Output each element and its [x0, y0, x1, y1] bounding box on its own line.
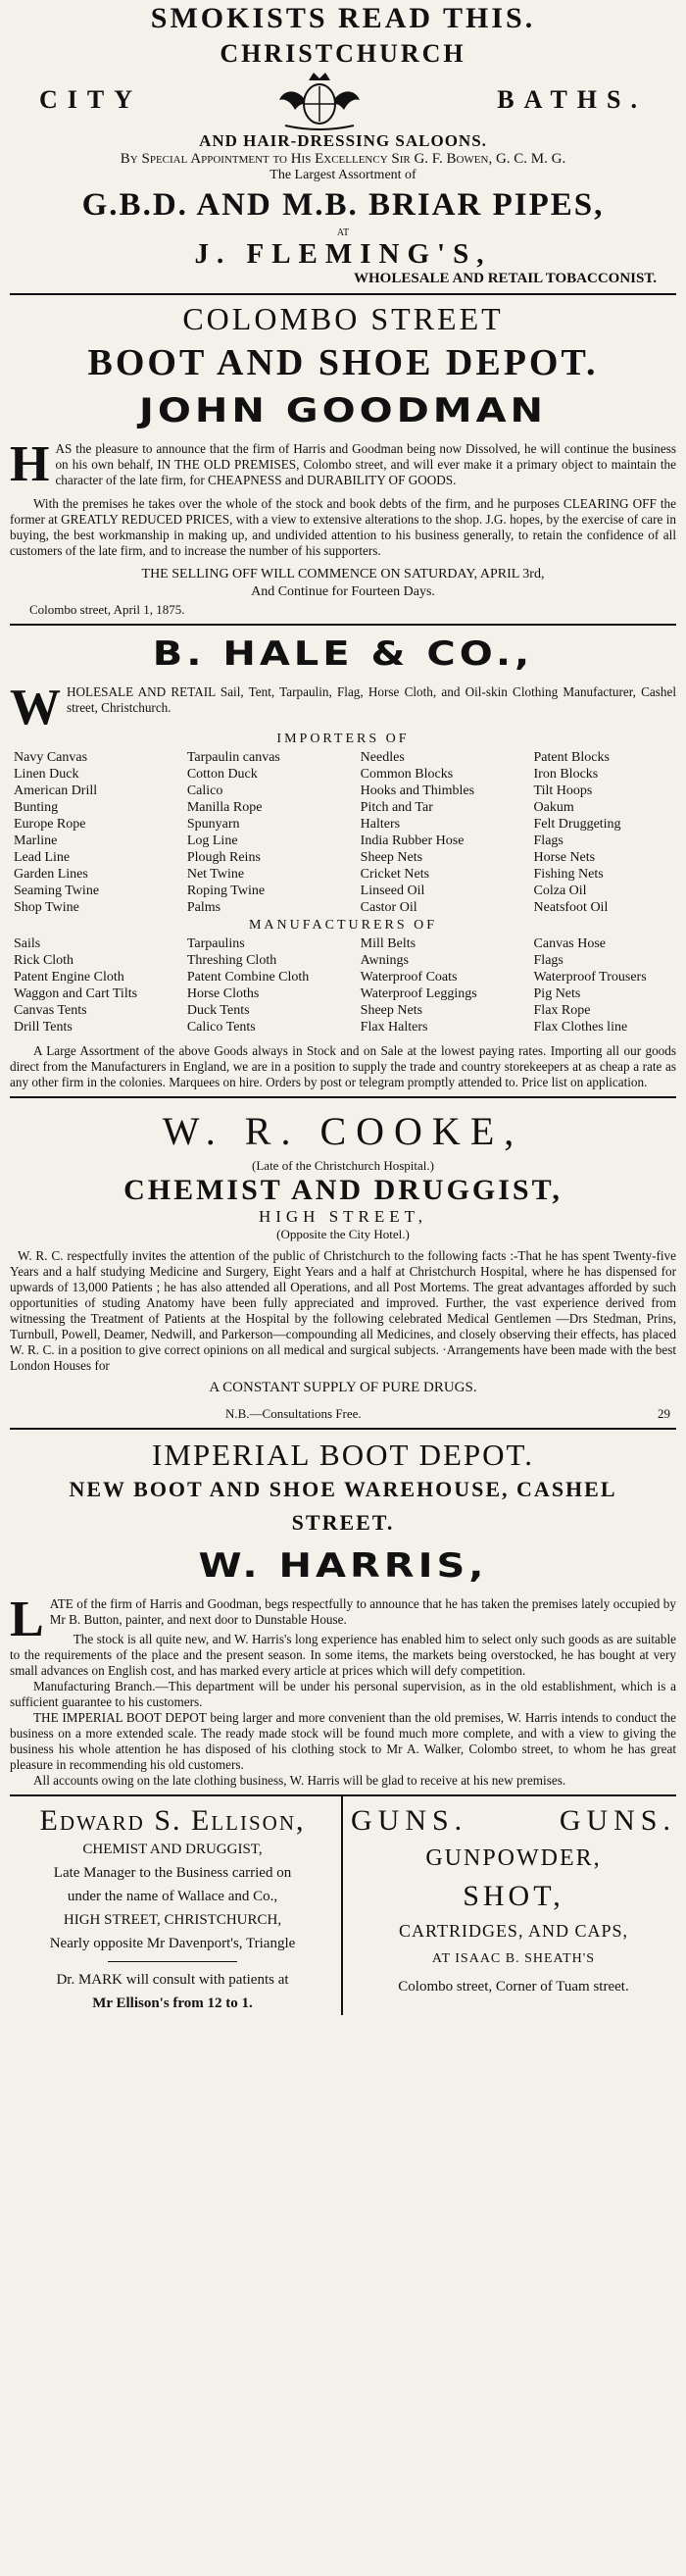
- cooke-advert: [0, 1108, 686, 1430]
- divider: [10, 1428, 676, 1430]
- divider: [10, 293, 676, 295]
- importers-col-1: [14, 749, 187, 916]
- list-item: Log Line: [186, 833, 238, 848]
- importers-label: IMPORTERS OF: [276, 732, 410, 746]
- divider: [10, 1096, 676, 1098]
- list-item: Flax Rope: [533, 1003, 591, 1018]
- ellison-nearly: Nearly opposite Mr Davenport's, Triangle: [49, 1936, 296, 1951]
- list-item: Roping Twine: [186, 884, 266, 898]
- list-item: Patent Blocks: [533, 750, 610, 765]
- continue-line: And Continue for Fourteen Days.: [251, 584, 435, 599]
- list-item: Net Twine: [186, 867, 245, 882]
- list-item: Threshing Cloth: [186, 953, 277, 968]
- gunpowder-heading: GUNPOWDER,: [425, 1845, 602, 1871]
- list-item: Canvas Hose: [533, 936, 607, 951]
- harris-para-5: All accounts owing on the late clothing business, W. Harris will be glad to receive at his new premises.: [33, 1773, 566, 1788]
- boot-shoe-depot-heading: BOOT AND SHOE DEPOT.: [87, 342, 599, 383]
- importers-col-3: [361, 749, 534, 916]
- list-item: Sheep Nets: [360, 1003, 423, 1018]
- cooke-number: 29: [658, 1406, 670, 1421]
- list-item: Patent Combine Cloth: [186, 970, 310, 985]
- hale-name: B. HALE & CO.,: [152, 634, 534, 674]
- hale-advert: [0, 631, 686, 1098]
- list-item: Colza Oil: [533, 884, 587, 898]
- list-item: Linen Duck: [14, 767, 79, 782]
- cooke-name: W. R. COOKE,: [162, 1109, 524, 1153]
- ellison-consult: Dr. MARK will consult with patients at: [56, 1972, 289, 1988]
- list-item: Fishing Nets: [533, 867, 604, 882]
- city-word: CITY: [39, 85, 143, 114]
- list-item: Horse Nets: [533, 850, 596, 865]
- list-item: Waggon and Cart Tilts: [14, 986, 138, 1001]
- dropcap-h: H: [10, 436, 50, 492]
- list-item: Tilt Hoops: [533, 783, 593, 798]
- city-baths-row: [10, 69, 676, 131]
- list-item: Hooks and Thimbles: [360, 783, 475, 798]
- list-item: Manilla Rope: [186, 800, 263, 815]
- cooke-nb: N.B.—Consultations Free.: [225, 1406, 362, 1421]
- ellison-title: CHEMIST AND DRUGGIST,: [82, 1842, 263, 1857]
- goodman-para-2: With the premises he takes over the whole of the stock and book debts of the firm, and he purposes CLEARING OFF the former at GREATLY REDUCED PRICES, with a view to extensive alterations to the shop. J.G. hopes, by the exercise of care in buying, the best workmanship in making up, and undivided attention to his business generally, to retain the confidence of all customers of the late firm, and to increase the number of his supporters.: [10, 496, 676, 558]
- at-label: AT: [336, 227, 350, 238]
- christchurch-heading: CHRISTCHURCH: [220, 39, 466, 68]
- manufacturers-col-4: [534, 935, 672, 1035]
- harris-para-4: THE IMPERIAL BOOT DEPOT being larger and more convenient than the old premises, W. Harris intends to conduct the business on a more extended scale. The ready made stock will be found much more complete, and with a view to giving the business his whole attention he has disposed of his clothing stock to Mr A. Walker, Colombo street, to whom he has great pleasure in recommending his old customers.: [10, 1710, 676, 1772]
- ellison-hours: Mr Ellison's from 12 to 1.: [92, 1995, 253, 2011]
- short-rule: [108, 1961, 238, 1962]
- harris-para-2: The stock is all quite new, and W. Harris's long experience has enabled him to select only such goods as are suitable to the requirements of the place and the present season. In some items, the markets being overstocked, he has bought at very small advances on English cost, and has marked every article at prices which will defy competition.: [10, 1632, 676, 1678]
- fleming-advert: [0, 2, 686, 295]
- imperial-depot-heading: IMPERIAL BOOT DEPOT.: [152, 1438, 534, 1472]
- list-item: Waterproof Trousers: [533, 970, 647, 985]
- list-item: Iron Blocks: [533, 767, 599, 782]
- cooke-street: HIGH STREET,: [258, 1207, 428, 1226]
- list-item: Oakum: [533, 800, 574, 815]
- ellison-advert: [10, 1796, 343, 2015]
- goodman-date: Colombo street, April 1, 1875.: [29, 602, 185, 617]
- ellison-under: under the name of Wallace and Co.,: [67, 1889, 278, 1904]
- list-item: Waterproof Coats: [360, 970, 458, 985]
- goodman-para-1: [10, 436, 676, 492]
- hale-intro: [10, 680, 676, 735]
- goodman-para-1-text: AS the pleasure to announce that the firm of Harris and Goodman being now Dissolved, he will continue the business on his own behalf, IN THE OLD PREMISES, Colombo street, and will ever make it a primary object to maintain the character of the late firm, for CHEAPNESS and DURABILITY OF GOODS.: [55, 441, 676, 487]
- harris-para-1: [10, 1591, 676, 1647]
- list-item: Patent Engine Cloth: [14, 970, 124, 985]
- list-item: Lead Line: [14, 850, 71, 865]
- shot-heading: SHOT,: [463, 1880, 564, 1912]
- list-item: Plough Reins: [186, 850, 261, 865]
- list-item: Bunting: [14, 800, 59, 815]
- colombo-street-heading: COLOMBO STREET: [182, 301, 504, 336]
- cooke-nb-row: [10, 1406, 676, 1422]
- list-item: Navy Canvas: [14, 750, 88, 765]
- appointment-line: By Special Appointment to His Excellency Sir G. F. Bowen, G. C. M. G.: [120, 151, 566, 167]
- manufacturers-label: MANUFACTURERS OF: [248, 918, 438, 933]
- ellison-late: Late Manager to the Business carried on: [53, 1865, 292, 1881]
- list-item: Waterproof Leggings: [360, 986, 477, 1001]
- list-item: Flax Halters: [360, 1020, 428, 1035]
- fleming-initial: J.: [194, 238, 232, 270]
- saloons-line: AND HAIR-DRESSING SALOONS.: [199, 131, 487, 150]
- list-item: Sails: [14, 936, 41, 951]
- fleming-name: FLEMING'S,: [246, 238, 492, 270]
- sheath-name: AT ISAAC B. SHEATH'S: [431, 1951, 596, 1966]
- manufacturers-col-1: [14, 935, 187, 1035]
- list-item: Neatsfoot Oil: [533, 900, 609, 915]
- ellison-street: HIGH STREET, CHRISTCHURCH,: [63, 1912, 282, 1928]
- list-item: Spunyarn: [186, 817, 240, 832]
- list-item: Common Blocks: [360, 767, 454, 782]
- list-item: American Drill: [14, 783, 98, 798]
- harris-name: W. HARRIS,: [198, 1546, 488, 1586]
- list-item: Horse Cloths: [186, 986, 260, 1001]
- assortment-line: The Largest Assortment of: [270, 168, 416, 182]
- caps-line: CARTRIDGES, AND CAPS,: [399, 1921, 628, 1941]
- importers-col-2: [187, 749, 361, 916]
- list-item: Cricket Nets: [360, 867, 430, 882]
- list-item: Garden Lines: [14, 867, 88, 882]
- importers-list: [10, 749, 676, 916]
- list-item: Europe Rope: [14, 817, 86, 832]
- list-item: Drill Tents: [14, 1020, 73, 1035]
- harris-advert: [0, 1438, 686, 1796]
- list-item: Calico: [186, 783, 223, 798]
- list-item: Cotton Duck: [186, 767, 258, 782]
- list-item: Calico Tents: [186, 1020, 256, 1035]
- manufacturers-col-2: [187, 935, 361, 1035]
- manufacturers-col-3: [361, 935, 534, 1035]
- list-item: Pig Nets: [533, 986, 581, 1001]
- warehouse-heading: NEW BOOT AND SHOE WAREHOUSE, CASHEL STREET.: [69, 1477, 617, 1535]
- importers-col-4: [534, 749, 672, 916]
- list-item: Linseed Oil: [360, 884, 425, 898]
- hale-footer: A Large Assortment of the above Goods always in Stock and on Sale at the lowest paying rates. Importing all our goods direct from the Manufacturers in England, we are in a position to supply the trade and country storekeepers at as cheap a rate as any other firm in the colonies. Marquees on hire. Orders by post or telegram promptly attended to. Price list on application.: [10, 1043, 676, 1089]
- goodman-advert: [0, 301, 686, 626]
- guns-left: GUNS.: [351, 1804, 468, 1837]
- hale-intro-text: HOLESALE AND RETAIL Sail, Tent, Tarpaulin, Flag, Horse Cloth, and Oil-skin Clothing Manufacturer, Cashel street, Christchurch.: [67, 684, 676, 715]
- list-item: India Rubber Hose: [360, 833, 465, 848]
- list-item: Tarpaulins: [186, 936, 245, 951]
- goodman-name: JOHN GOODMAN: [138, 391, 548, 430]
- dropcap-l: L: [10, 1591, 44, 1647]
- sheath-address: Colombo street, Corner of Tuam street.: [398, 1979, 629, 1995]
- list-item: Duck Tents: [186, 1003, 250, 1018]
- cooke-body: W. R. C. respectfully invites the attention of the public of Christchurch to the following facts :-That he has spent Twenty-five Years and a half studying Medicine and Surgery, Eight Years and a half at Christchurch Hospital, where he has dispensed for upwards of 13,000 Patients ; he has also attended all Operations, and all Post Mortems. The great advantages afforded by such opportunities of studing Anatomy have been fully appreciated and improved. Further, the vast experience derived from witnessing the Treatment of Patients at the Hospital by the following celebrated Medical Gentlemen —Drs Stedman, Prins, Turnbull, Powell, Deamer, Nedwill, and Parkerson—compounding all Medicines, and closely observing their effects, has placed W. R. C. in a position to give correct opinions on all medical and surgical subjects. ·Arrangements have been made with the best London Houses for: [10, 1248, 676, 1373]
- sheath-advert: [343, 1796, 676, 2015]
- royal-crest-icon: [266, 69, 373, 131]
- list-item: Halters: [360, 817, 401, 832]
- list-item: Flags: [533, 833, 564, 848]
- guns-right: GUNS.: [559, 1804, 676, 1837]
- guns-heading: [351, 1804, 676, 1838]
- briar-pipes-heading: G.B.D. AND M.B. BRIAR PIPES,: [81, 187, 605, 223]
- fleming-name-row: [10, 238, 676, 271]
- cooke-supply: A CONSTANT SUPPLY OF PURE DRUGS.: [209, 1380, 477, 1395]
- list-item: Castor Oil: [360, 900, 417, 915]
- dropcap-w: W: [10, 680, 61, 735]
- manufacturers-list: [10, 935, 676, 1035]
- list-item: Canvas Tents: [14, 1003, 87, 1018]
- list-item: Flags: [533, 953, 564, 968]
- baths-word: BATHS.: [497, 85, 647, 114]
- harris-para-3: Manufacturing Branch.—This department will be under his personal supervision, as in the old establishment, which is a sufficient guarantee to his customers.: [10, 1679, 676, 1709]
- selling-off-line: THE SELLING OFF WILL COMMENCE ON SATURDAY, APRIL 3rd,: [141, 567, 545, 581]
- list-item: Pitch and Tar: [360, 800, 433, 815]
- list-item: Sheep Nets: [360, 850, 423, 865]
- bottom-adverts: [0, 1796, 686, 2015]
- cooke-opposite: (Opposite the City Hotel.): [276, 1227, 410, 1241]
- list-item: Felt Druggeting: [533, 817, 621, 832]
- divider: [10, 624, 676, 626]
- smokists-headline: SMOKISTS READ THIS.: [150, 2, 536, 34]
- list-item: Palms: [186, 900, 221, 915]
- list-item: Awnings: [360, 953, 409, 968]
- list-item: Tarpaulin canvas: [186, 750, 280, 765]
- list-item: Mill Belts: [360, 936, 416, 951]
- list-item: Rick Cloth: [14, 953, 74, 968]
- harris-para-1-text: ATE of the firm of Harris and Goodman, begs respectfully to announce that he has taken the premises lately occupied by Mr B. Button, painter, and next door to Dunstable House.: [49, 1596, 676, 1627]
- ellison-name: Edward S. Ellison,: [39, 1804, 306, 1837]
- list-item: Marline: [14, 833, 58, 848]
- list-item: Shop Twine: [14, 900, 79, 915]
- cooke-title: CHEMIST AND DRUGGIST,: [123, 1174, 563, 1206]
- list-item: Flax Clothes line: [533, 1020, 628, 1035]
- list-item: Needles: [360, 750, 405, 765]
- cooke-late: (Late of the Christchurch Hospital.): [252, 1158, 434, 1173]
- list-item: Seaming Twine: [14, 884, 100, 898]
- tobacconist-line: WHOLESALE AND RETAIL TOBACCONIST.: [354, 271, 657, 286]
